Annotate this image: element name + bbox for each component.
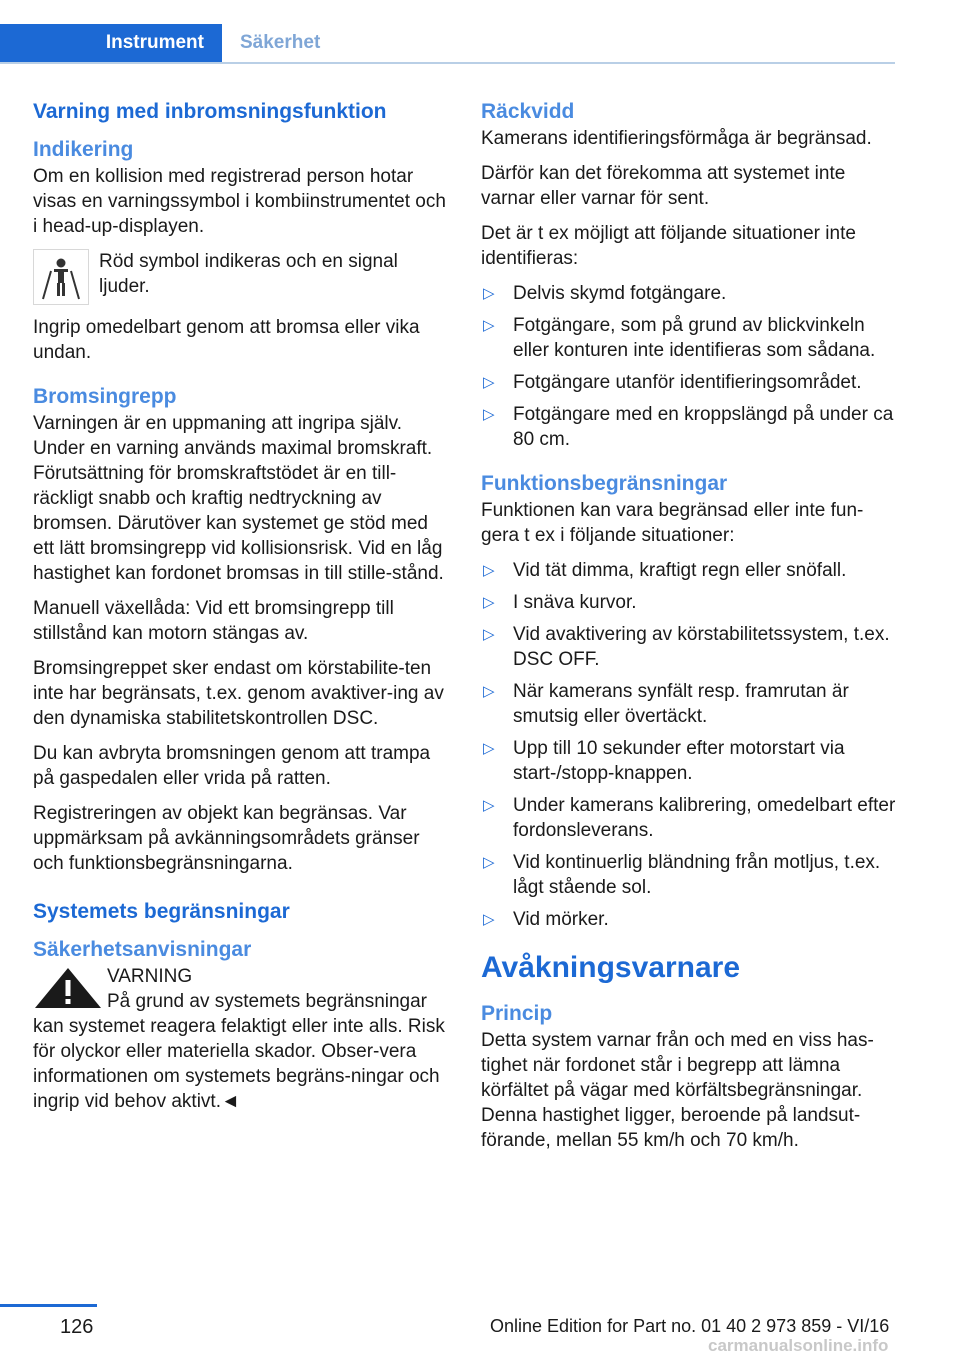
right-column bbox=[481, 98, 896, 1163]
paragraph-ingrip: Ingrip omedelbart genom att bromsa eller vika undan. bbox=[33, 317, 420, 363]
bullet-triangle-icon: ▷ bbox=[483, 740, 495, 757]
bullet-triangle-icon: ▷ bbox=[483, 562, 495, 579]
edition-text: Online Edition for Part no. 01 40 2 973 859 - VI/16 bbox=[490, 1316, 890, 1336]
warning-box bbox=[33, 964, 453, 1114]
list-item: ▷ Fotgängare utanför identifieringsområdet. bbox=[483, 372, 862, 393]
list-item: ▷ Fotgängare, som på grund av blickvinkeln eller konturen inte identifieras som sådana. bbox=[483, 315, 876, 361]
heading-systemets-begransningar: Systemets begränsningar bbox=[33, 900, 290, 923]
page-number: 126 bbox=[60, 1316, 94, 1338]
heading-princip: Princip bbox=[481, 1002, 553, 1025]
pedestrian-warning-icon bbox=[33, 249, 89, 305]
symbol-row bbox=[33, 249, 453, 305]
list-item: ▷ När kamerans synfält resp. framrutan är smutsig eller övertäckt. bbox=[483, 681, 849, 727]
warning-title: VARNING bbox=[107, 966, 193, 987]
paragraph-bromsingrepp-1: Varningen är en uppmaning att ingripa själv. Under en varning används maximal bromskraft. Förutsättning för bromskraftstödet är en till-räckligt snabb och kraftig nedtryckning av bromsen. Därutöver kan systemet ge stöd med ett lätt bromsingrepp vid kollisionsrisk. Vid en låg hastighet kan fordonet bromsas in till stille-stånd. bbox=[33, 413, 444, 584]
bullet-triangle-icon: ▷ bbox=[483, 797, 495, 814]
list-item: ▷ Vid kontinuerlig bländning från motljus, t.ex. lågt stående sol. bbox=[483, 852, 881, 898]
heading-rackvidd: Räckvidd bbox=[481, 100, 575, 123]
list-item: ▷ Vid avaktivering av körstabilitetssystem, t.ex. DSC OFF. bbox=[483, 624, 890, 670]
paragraph-rackvidd-1: Kamerans identifieringsförmåga är begränsad. bbox=[481, 128, 872, 149]
heading-sakerhetsanvisningar: Säkerhetsanvisningar bbox=[33, 938, 252, 961]
tab-instrument[interactable]: Instrument bbox=[0, 24, 222, 62]
bullet-triangle-icon: ▷ bbox=[483, 406, 495, 423]
paragraph-bromsingrepp-2: Manuell växellåda: Vid ett bromsingrepp till stillstånd kan motorn stängas av. bbox=[33, 598, 394, 644]
heading-funktionsbegransningar: Funktionsbegränsningar bbox=[481, 472, 728, 495]
paragraph-rackvidd-2: Därför kan det förekomma att systemet inte varnar eller varnar för sent. bbox=[481, 163, 846, 209]
bullet-triangle-icon: ▷ bbox=[483, 626, 495, 643]
chapter-title-avakningsvarnare: Avåkningsvarnare bbox=[481, 951, 741, 984]
heading-indikering: Indikering bbox=[33, 138, 134, 161]
list-item: ▷ I snäva kurvor. bbox=[483, 592, 637, 613]
bullet-triangle-icon: ▷ bbox=[483, 594, 495, 611]
paragraph-bromsingrepp-4: Du kan avbryta bromsningen genom att trampa på gaspedalen eller vrida på ratten. bbox=[33, 743, 431, 789]
paragraph-funktion: Funktionen kan vara begränsad eller inte fun-gera t ex i följande situationer: bbox=[481, 500, 864, 546]
bullet-triangle-icon: ▷ bbox=[483, 374, 495, 391]
paragraph-bromsingrepp-3: Bromsingreppet sker endast om körstabilite-ten inte har begränsats, t.ex. genom avaktiver-ing av den dynamiska stabilitetskontrollen DSC. bbox=[33, 658, 444, 729]
watermark: carmanualsonline.info bbox=[708, 1336, 889, 1355]
bullet-triangle-icon: ▷ bbox=[483, 854, 495, 871]
tab-sakerhet[interactable]: Säkerhet bbox=[240, 32, 321, 53]
paragraph-princip: Detta system varnar från och med en viss has-tighet när fordonet står i begrepp att lämna körfältet på vägar med körfältsbegränsningar. Denna hastighet ligger, beroende på landsut-förande, mellan 55 km/h och 70 km/h. bbox=[481, 1030, 874, 1151]
list-item: ▷ Upp till 10 sekunder efter motorstart via start-/stopp-knappen. bbox=[483, 738, 845, 784]
list-item: ▷ Fotgängare med en kroppslängd på under ca 80 cm. bbox=[483, 404, 894, 450]
list-item: ▷ Vid tät dimma, kraftigt regn eller snöfall. bbox=[483, 560, 847, 581]
list-function-limits bbox=[481, 558, 896, 932]
bullet-triangle-icon: ▷ bbox=[483, 285, 495, 302]
heading-varning-inbromsning: Varning med inbromsningsfunktion bbox=[33, 100, 387, 123]
warning-text: På grund av systemets begränsningar kan systemet reagera felaktigt eller inte alls. Risk för olyckor eller materiella skador. Obser-vera informationen om systemets begräns-ningar och ingrip vid behov aktivt.◄ bbox=[33, 991, 445, 1112]
warning-triangle-icon bbox=[33, 966, 103, 1010]
left-column bbox=[33, 98, 453, 1114]
list-item: ▷ Delvis skymd fotgängare. bbox=[483, 283, 727, 304]
list-identification-limits bbox=[481, 281, 896, 452]
paragraph-rackvidd-3: Det är t ex möjligt att följande situationer inte identifieras: bbox=[481, 223, 856, 269]
heading-bromsingrepp: Bromsingrepp bbox=[33, 385, 177, 408]
bullet-triangle-icon: ▷ bbox=[483, 683, 495, 700]
header-tabbar bbox=[0, 24, 895, 64]
bullet-triangle-icon: ▷ bbox=[483, 317, 495, 334]
paragraph-bromsingrepp-5: Registreringen av objekt kan begränsas. Var uppmärksam på avkänningsområdets gränser och funktionsbegränsningarna. bbox=[33, 803, 420, 874]
bullet-triangle-icon: ▷ bbox=[483, 911, 495, 928]
footer-accent-line bbox=[0, 1304, 97, 1307]
symbol-description: Röd symbol indikeras och en signal ljuder. bbox=[99, 251, 398, 297]
paragraph-indikering: Om en kollision med registrerad person hotar visas en varningssymbol i kombiinstrumentet och i head-up-displayen. bbox=[33, 166, 446, 237]
list-item: ▷ Under kamerans kalibrering, omedelbart efter fordonsleverans. bbox=[483, 795, 896, 841]
list-item: ▷ Vid mörker. bbox=[483, 909, 609, 930]
